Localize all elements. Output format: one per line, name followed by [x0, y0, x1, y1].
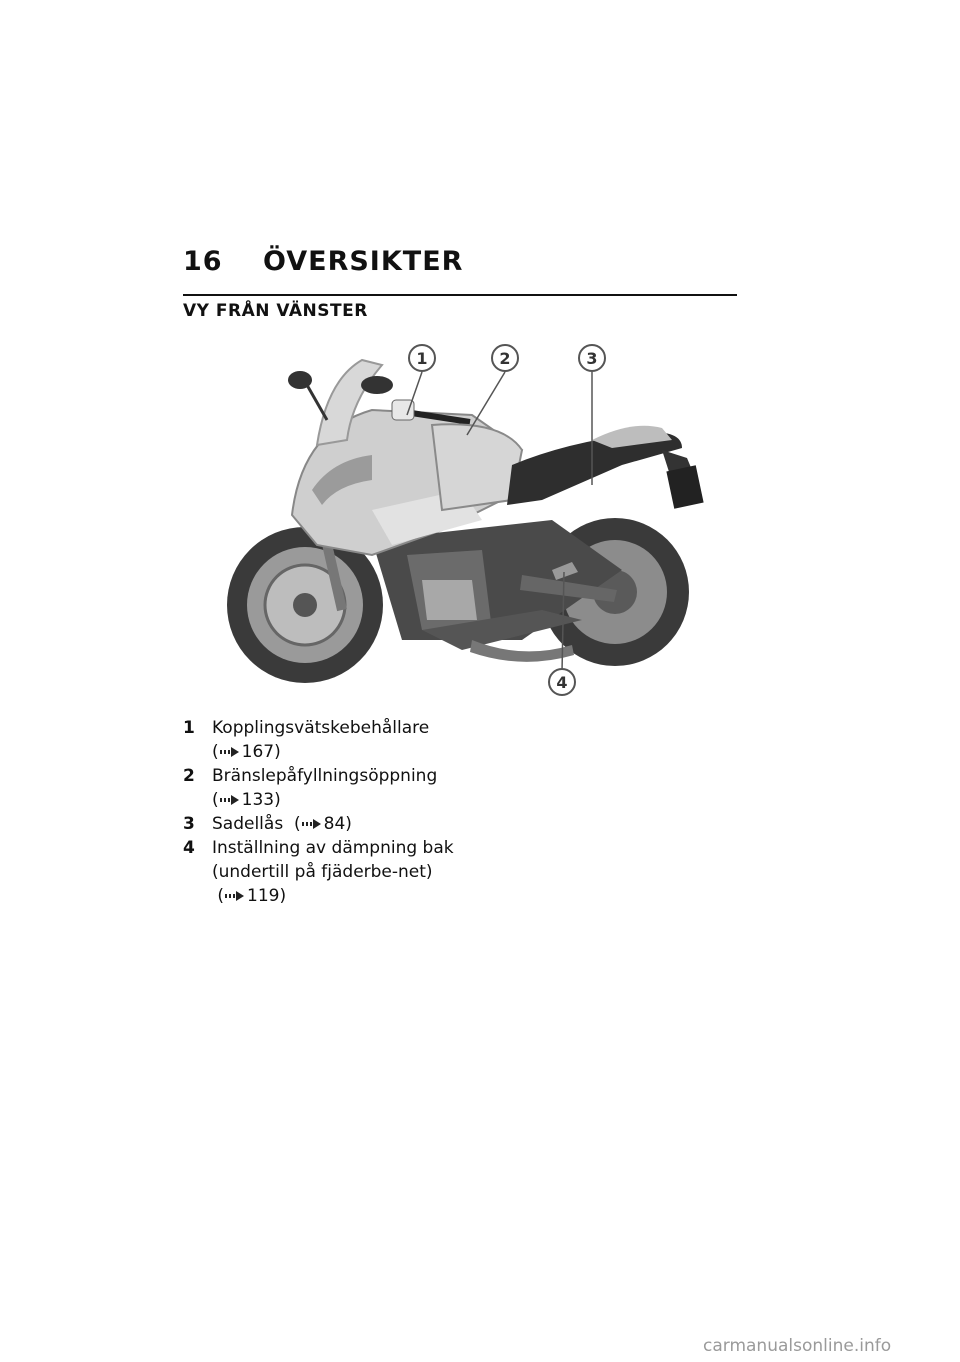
- page-reference-arrow-icon: [302, 818, 322, 830]
- page-reference[interactable]: 84): [323, 814, 352, 834]
- legend-item: 3 Sadellås ( 84): [183, 814, 352, 834]
- legend-text: Bränslepåfyllningsöppning: [212, 766, 438, 786]
- legend-text: Sadellås: [212, 814, 284, 834]
- legend-number: 4: [183, 838, 195, 858]
- svg-text:3: 3: [586, 349, 598, 368]
- legend-number: 1: [183, 718, 195, 738]
- svg-text:2: 2: [499, 349, 511, 368]
- legend-text: Inställning av dämpning bak (undertill på fjäderbe-net): [212, 838, 454, 882]
- motorcycle-illustration: [222, 340, 722, 700]
- section-heading: VY FRÅN VÄNSTER: [183, 301, 368, 321]
- svg-text:4: 4: [556, 673, 568, 692]
- page-reference-arrow-icon: [225, 890, 245, 902]
- callout-3: [579, 345, 605, 371]
- chapter-title: ÖVERSIKTER: [263, 246, 464, 277]
- callout-4: [549, 669, 575, 695]
- motorcycle-drawing: [222, 340, 722, 700]
- page-reference-arrow-icon: [220, 794, 240, 806]
- callout-1: [409, 345, 435, 371]
- legend-number: 3: [183, 814, 195, 834]
- legend-list: [183, 716, 463, 908]
- page-reference[interactable]: 133): [241, 790, 281, 810]
- legend-number: 2: [183, 766, 195, 786]
- watermark: carmanualsonline.info: [703, 1336, 892, 1356]
- callout-2: [492, 345, 518, 371]
- legend-text: Kopplingsvätskebehållare: [212, 718, 430, 738]
- legend-item: 4 Inställning av dämpning bak (undertill på fjäderbe-net) ( 119): [183, 838, 454, 906]
- page-reference[interactable]: 167): [241, 742, 281, 762]
- page-reference-arrow-icon: [220, 746, 240, 758]
- page-number: 16: [183, 246, 223, 277]
- legend-item: 1 Kopplingsvätskebehållare ( 167): [183, 718, 430, 762]
- svg-text:1: 1: [416, 349, 428, 368]
- header-rule: [183, 294, 737, 296]
- legend-item: 2 Bränslepåfyllningsöppning ( 133): [183, 766, 438, 810]
- page-reference[interactable]: 119): [247, 886, 287, 906]
